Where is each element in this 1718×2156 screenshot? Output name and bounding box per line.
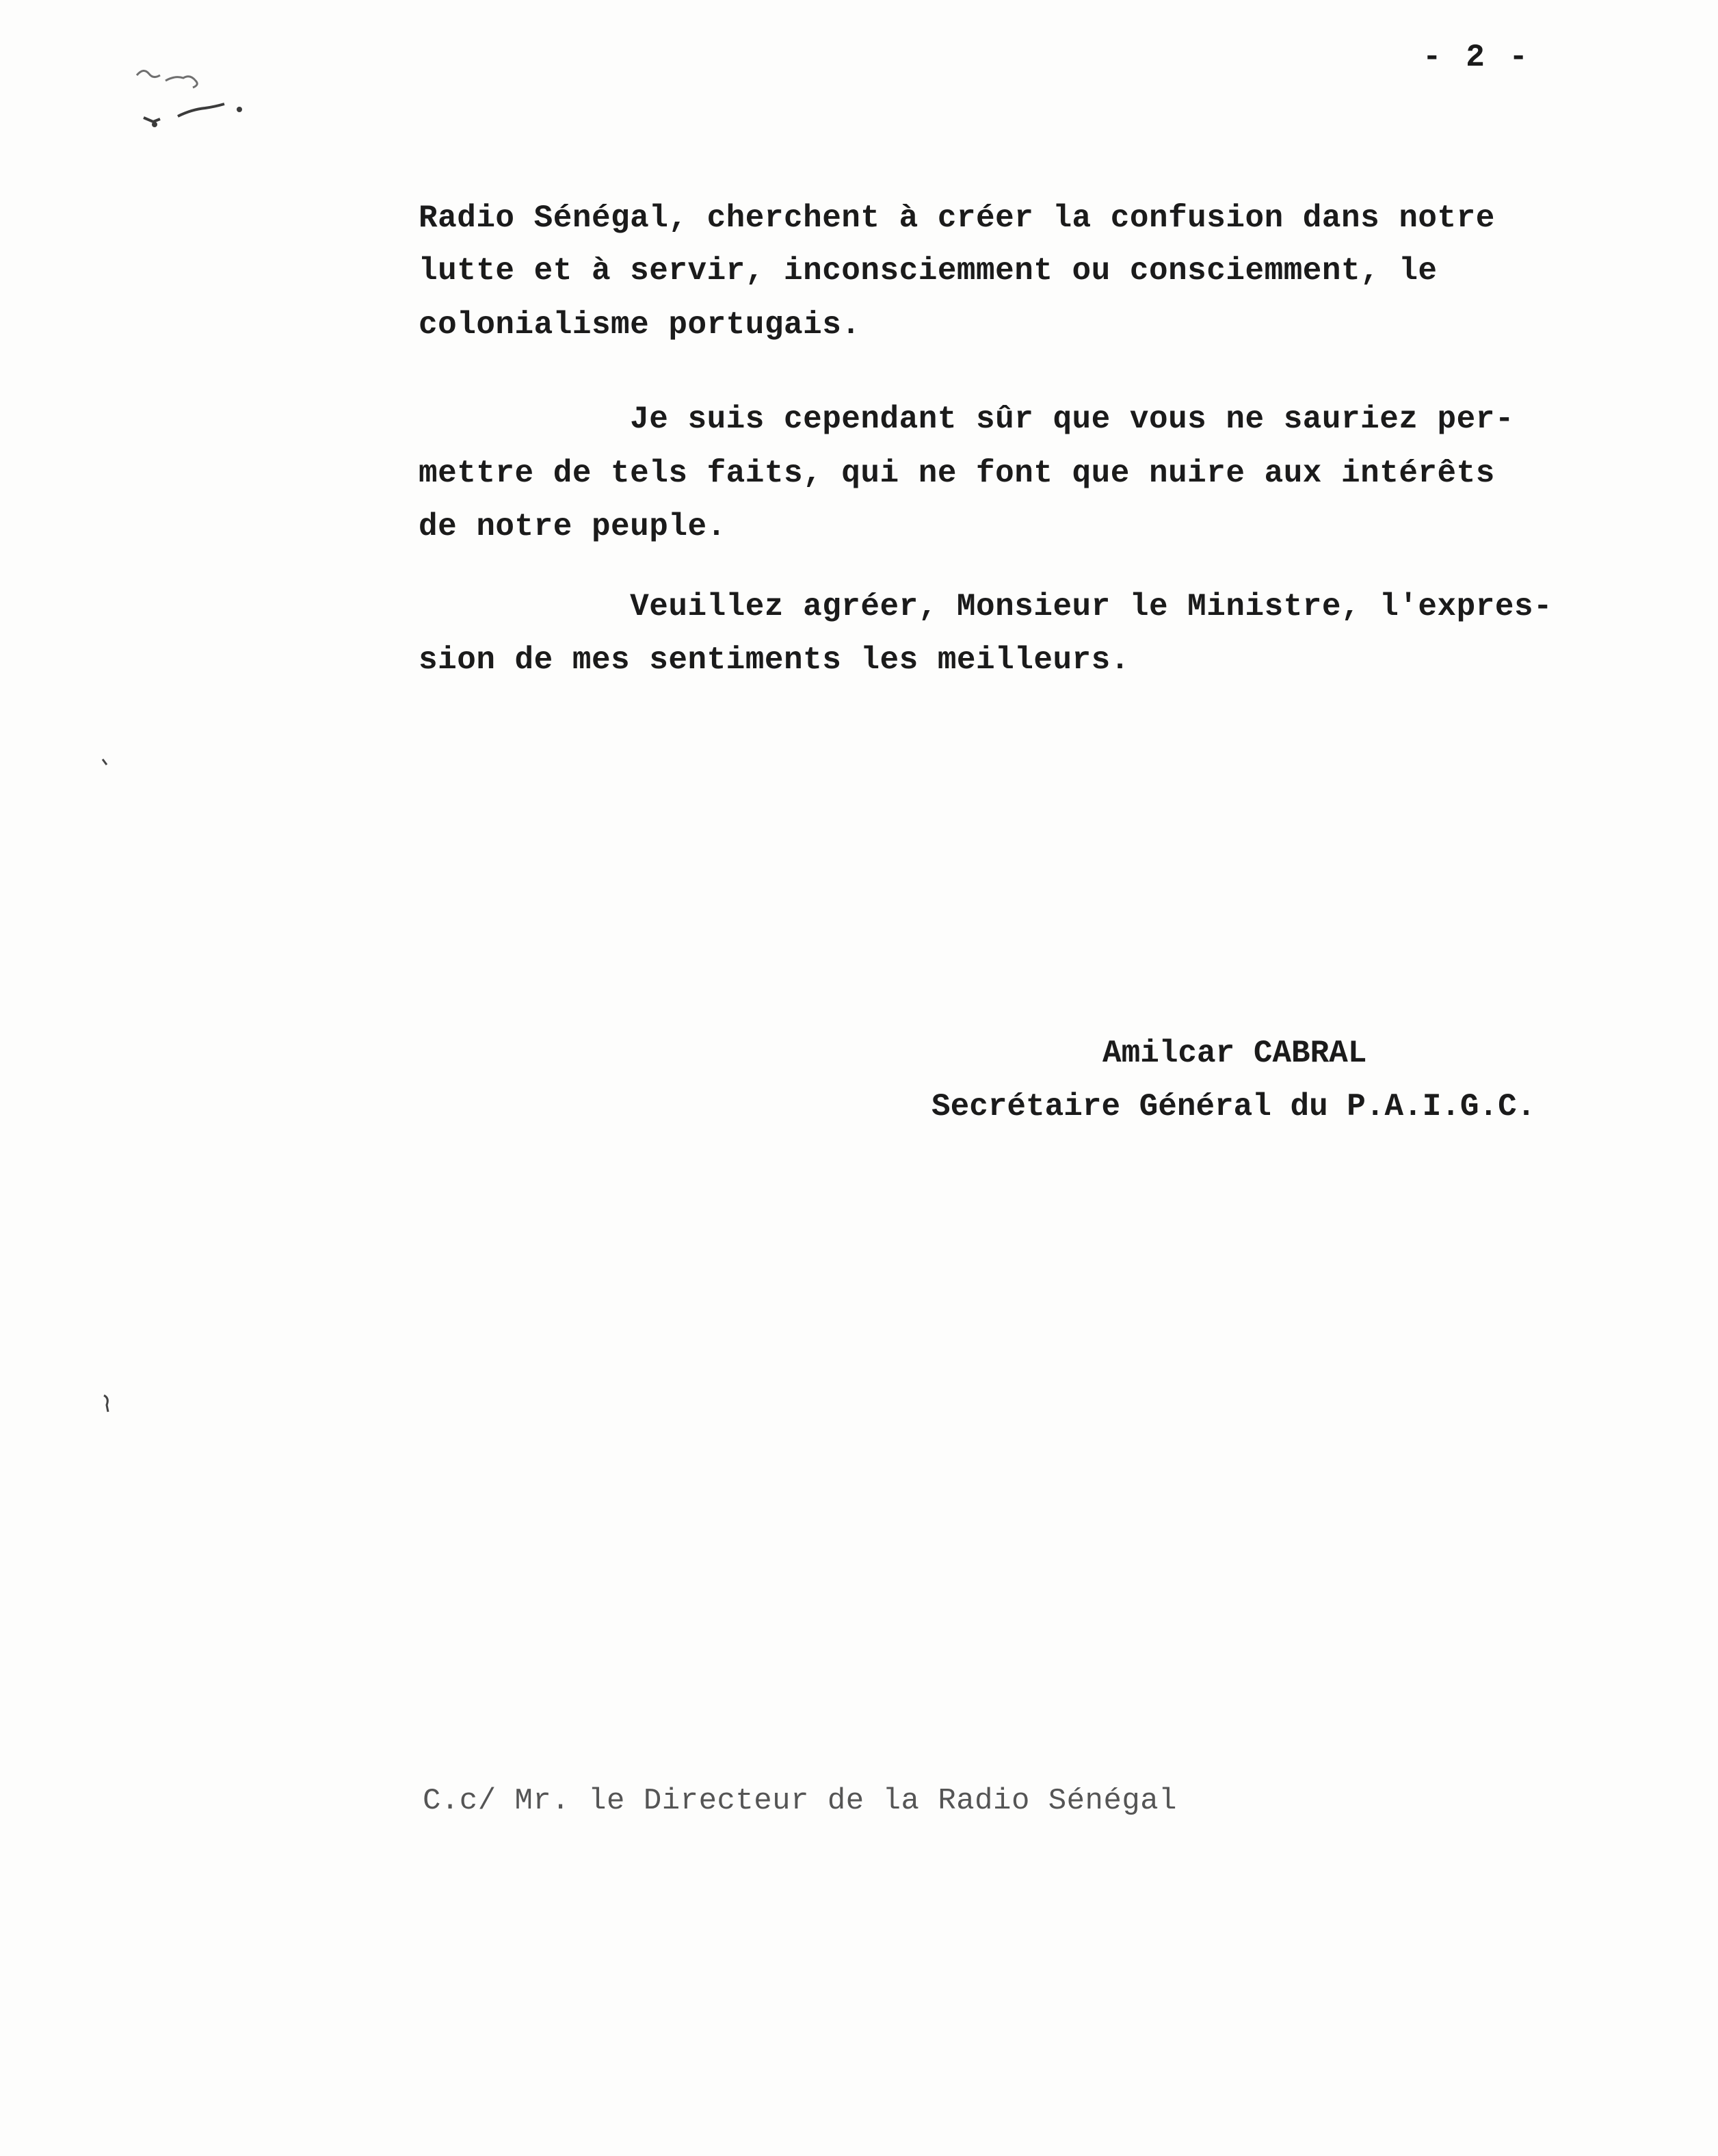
- body-line: Veuillez agréer, Monsieur le Ministre, l'expres-: [419, 589, 1553, 625]
- handwritten-mark-icon: [130, 62, 260, 137]
- body-line: de notre peuple.: [419, 509, 726, 544]
- body-line: sion de mes sentiments les meilleurs.: [419, 642, 1130, 678]
- scan-speck-icon: [41, 739, 150, 1491]
- body-line: Je suis cependant sûr que vous ne sauriez per-: [419, 402, 1514, 437]
- body-line: Radio Sénégal, cherchent à créer la confusion dans notre: [419, 200, 1495, 236]
- body-line: mettre de tels faits, qui ne font que nuire aux intérêts: [419, 456, 1495, 491]
- page-number: - 2 -: [1423, 40, 1531, 75]
- carbon-copy-line: C.c/ Mr. le Directeur de la Radio Sénégal: [423, 1784, 1178, 1818]
- signature-title: Secrétaire Général du P.A.I.G.C.: [931, 1089, 1536, 1125]
- body-line: colonialisme portugais.: [419, 307, 861, 343]
- body-line: lutte et à servir, inconsciemment ou consciemment, le: [419, 253, 1438, 289]
- signature-name: Amilcar CABRAL: [1102, 1036, 1367, 1071]
